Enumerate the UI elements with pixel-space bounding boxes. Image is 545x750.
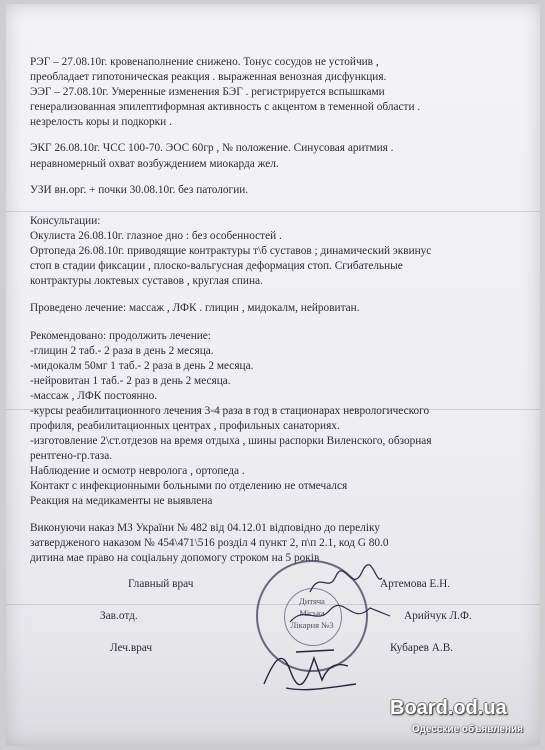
attending-doctor-title: Леч.врач	[110, 642, 153, 654]
order-line-2: затвердженого наказом № 454\471\516 розділ 4 пункт 2, п\п 2.1, код G 80.0	[30, 537, 389, 549]
consultations-heading: Консультации:	[30, 215, 101, 227]
observation-line: Наблюдение и осмотр невролога , ортопеда .	[30, 465, 245, 477]
recommendation-mydocalm: -мидокалм 50мг 1 таб.- 2 раза в день 2 месяца.	[30, 360, 254, 372]
eeg-line-2: генерализованная эпилептиформная активность с акцентом в теменной области .	[30, 101, 421, 113]
attending-doctor-name: Кубарев А.В.	[390, 642, 454, 654]
eeg-line-1: ЭЭГ – 27.08.10г. Умеренные изменения БЭГ . регистрируется вспышками	[30, 86, 385, 98]
ultrasound-line: УЗИ вн.орг. + почки 30.08.10г. без патологии.	[30, 184, 249, 196]
department-head-title: Зав.отд.	[100, 610, 138, 622]
orthopedist-line-1: Ортопеда 26.08.10г. приводящие контрактуры т\б суставов ; динамический эквинус	[30, 245, 432, 257]
site-watermark-tagline: Одесские объявления	[412, 724, 524, 735]
treatment-line: Проведено лечение: массаж , ЛФК . глицин , мидокалм, нейровитан.	[30, 302, 360, 314]
reaction-line: Реакция на медикаменты не выявлена	[30, 495, 213, 507]
eeg-line-3: незрелость коры и подкорки .	[30, 116, 172, 128]
ecg-line-1: ЭКГ 26.08.10г. ЧСС 100-70. ЭОС 60гр , № положение. Синусовая аритмия .	[30, 142, 394, 154]
paper-fold	[6, 211, 540, 212]
recommendation-glycine: -глицин 2 таб.- 2 раза в день 2 месяца.	[30, 345, 214, 357]
orthopedist-line-3: контрактуры локтевых суставов , круглая спина.	[30, 275, 263, 287]
site-watermark: Board.od.ua	[390, 697, 507, 719]
contact-line: Контакт с инфекционными больными по отделению не отмечался	[30, 480, 348, 492]
orthopedist-line-2: стоп в стадии фиксации , плоско-вальгусная деформация стоп. Сгибательные	[30, 260, 403, 272]
rheg-line-1: РЭГ – 27.08.10г. кровенаполнение снижено. Тонус сосудов не устойчив ,	[30, 56, 379, 68]
stamp-text-3: Лікарня №3	[290, 620, 334, 630]
doctor-signature	[256, 640, 366, 696]
recommendations-heading: Рекомендовано: продолжить лечение:	[30, 330, 211, 342]
department-head-name: Арийчук Л.Ф.	[404, 610, 472, 622]
recommendation-orthoses-2: рентгено-гр.таза.	[30, 450, 113, 462]
order-line-1: Виконуючи наказ МЗ України № 482 від 04.12.01 відповідно до переліку	[30, 522, 380, 534]
ecg-line-2: неравномерный охват возбуждением миокарда жел.	[30, 158, 279, 170]
stamp-text-2: Міська	[299, 608, 325, 618]
order-line-3: дитина мае право на соціальну допомогу строком на 5 років	[30, 552, 320, 564]
oculist-line: Окулиста 26.08.10г. глазное дно : без особенностей .	[30, 230, 282, 242]
chief-doctor-name: Артемова Е.Н.	[380, 578, 451, 590]
recommendation-massage: -массаж , ЛФК постоянно.	[30, 390, 158, 402]
recommendation-neurovitan: -нейровитан 1 таб.- 2 раз в день 2 месяца.	[30, 375, 231, 387]
document-page	[6, 4, 540, 746]
rheg-line-2: преобладает гипотоническая реакция . выраженная венозная дисфункция.	[30, 71, 387, 83]
recommendation-rehab-2: профиля, реабилитационных центрах , профильных санаториях.	[30, 420, 340, 432]
recommendation-orthoses-1: -изготовление 2\ст.отдезов на время отдыха , шины распорки Виленского, обзорная	[30, 435, 432, 447]
chief-doctor-title: Главный врач	[128, 578, 194, 590]
chief-signature	[306, 564, 386, 600]
head-signature	[286, 600, 396, 630]
recommendation-rehab-1: -курсы реабилитационного лечения 3-4 раза в год в стационарах неврологического	[30, 405, 430, 417]
stamp-text-1: Дитяча	[299, 596, 325, 606]
